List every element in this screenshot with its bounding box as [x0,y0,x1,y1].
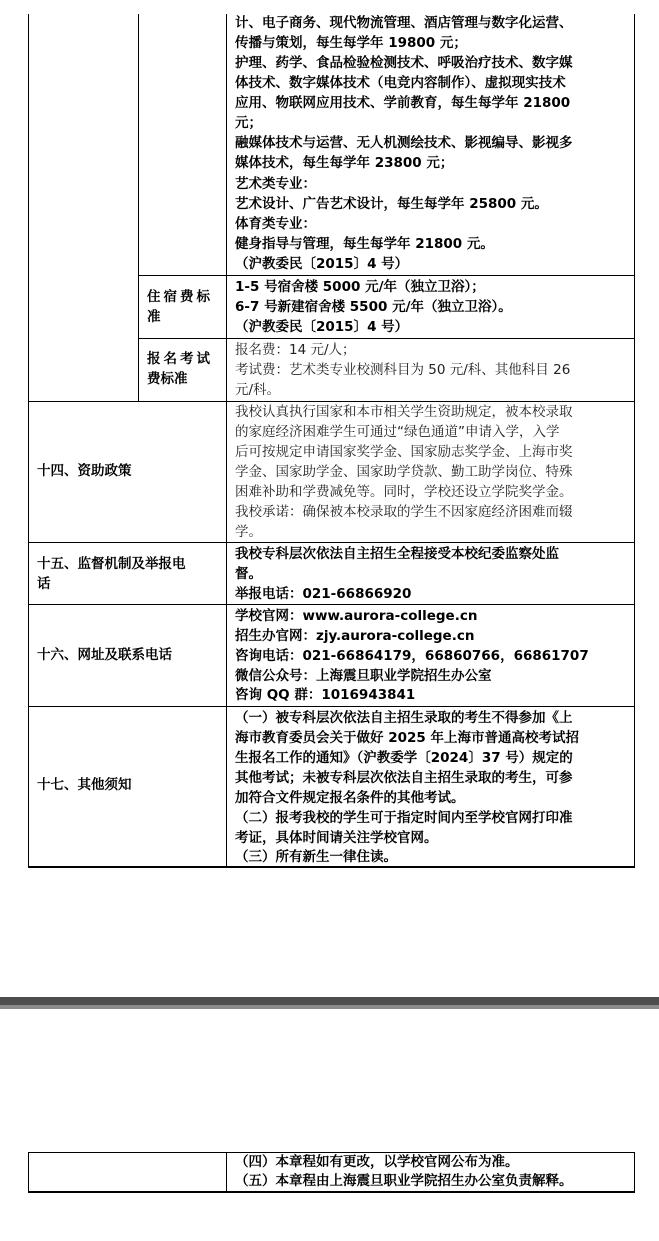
table-right-border [634,14,635,867]
section-14-line: 后可按规定申请国家奖学金、国家励志奖学金、上海市奖 [235,444,573,460]
tuition-line: 融媒体技术与运营、无人机测绘技术、影视编导、影视多 [235,135,573,151]
section-15-title: 话 [37,576,51,592]
tuition-line: 健身指导与管理，每生每学年 21800 元。 [235,236,494,252]
section-17-title: 十七、其他须知 [37,777,132,793]
section-15-line: 督。 [235,566,262,582]
page-break-band [0,997,659,1005]
phone-line: 咨询电话：021-66864179，66860766，66861707 [235,648,589,664]
p2-table-right-border [634,1152,635,1192]
dorm-fee-label: 准 [147,309,161,325]
section-17-line: （二）报考我校的学生可于指定时间内至学校官网打印准 [235,810,573,826]
section-15-line: 举报电话：021-66866920 [235,586,412,602]
section-16-title: 十六、网址及联系电话 [37,647,172,663]
p2-col-sep [226,1152,227,1192]
dorm-fee-line: （沪教委民〔2015〕4 号） [235,319,409,335]
section-17-line: 考证，具体时间请关注学校官网。 [235,830,438,846]
section-17-line: 其他考试；未被专科层次依法自主招生录取的考生，可参 [235,770,573,786]
section-15-title: 十五、监督机制及举报电 [37,556,186,572]
row-sep-dorm-exam [138,338,635,339]
qq-group-line: 咨询 QQ 群：1016943841 [235,687,416,703]
row-sep-13-14 [28,401,635,402]
exam-fee-label: 报名考试 [147,351,213,367]
exam-fee-line: 元/科。 [235,382,281,398]
section-14-title: 十四、资助政策 [37,463,132,479]
section-17-line: 生报名工作的通知》（沪教委学〔2024〕37 号）规定的 [235,750,573,766]
section-15-line: 我校专科层次依法自主招生全程接受本校纪委监察处监 [235,546,559,562]
row-sep-16-17 [28,706,635,707]
tuition-line: 计、电子商务、现代物流管理、酒店管理与数字化运营、 [235,15,573,31]
wechat-line: 微信公众号：上海震旦职业学院招生办公室 [235,668,492,684]
col-sep-outer [138,14,139,401]
admissions-website-line: 招生办官网：zjy.aurora-college.cn [235,628,475,644]
section-14-line: 困难补助和学费减免等。同时，学校还设立学院奖学金。 [235,484,573,500]
exam-fee-line: 考试费：艺术类专业校测科目为 50 元/科、其他科目 26 [235,362,571,378]
section-14-line: 的家庭经济困难学生可通过“绿色通道”申请入学，入学 [235,424,560,440]
section-17-continued-line: （五）本章程由上海震旦职业学院招生办公室负责解释。 [235,1173,573,1189]
tuition-line: （沪教委民〔2015〕4 号） [235,256,409,272]
exam-fee-line: 报名费：14 元/人； [235,342,356,358]
tuition-line: 媒体技术，每生每学年 23800 元； [235,155,454,171]
p2-table-left-border [28,1152,29,1192]
tuition-line: 体技术、数字媒体技术（电竞内容制作）、虚拟现实技术 [235,75,566,91]
col-sep-inner [226,14,227,867]
section-17-line: （三）所有新生一律住读。 [235,849,397,865]
row-sep-tuition-dorm [138,275,635,276]
tuition-line: 应用、物联网应用技术、学前教育，每生每学年 21800 [235,95,571,111]
section-17-continued-line: （四）本章程如有更改，以学校官网公布为准。 [235,1154,519,1170]
tuition-line: 护理、药学、食品检验检测技术、呼吸治疗技术、数字媒 [235,55,573,71]
section-14-line: 我校认真执行国家和本市相关学生资助规定，被本校录取 [235,404,573,420]
section-17-line: （一）被专科层次依法自主招生录取的考生不得参加《上 [235,710,573,726]
section-14-line: 学。 [235,524,262,540]
section-17-line: 加符合文件规定报名条件的其他考试。 [235,790,465,806]
tuition-line: 元； [235,115,262,131]
exam-fee-label: 费标准 [147,371,188,387]
dorm-fee-label: 住宿费标 [147,289,213,305]
tuition-line: 艺术设计、广告艺术设计，每生每学年 25800 元。 [235,196,548,212]
section-14-line: 学金、国家助学金、国家助学贷款、勤工助学岗位、特殊 [235,464,573,480]
table-left-border [28,14,29,867]
website-line: 学校官网：www.aurora-college.cn [235,608,478,624]
tuition-line: 艺术类专业： [235,176,316,192]
section-17-line: 海市教育委员会关于做好 2025 年上海市普通高校考试招 [235,730,579,746]
page-break-band-edge [0,1005,659,1009]
dorm-fee-line: 6-7 号新建宿舍楼 5500 元/年（独立卫浴）。 [235,299,512,315]
row-sep-14-15 [28,542,635,543]
tuition-line: 体育类专业： [235,216,316,232]
section-14-line: 我校承诺：确保被本校录取的学生不因家庭经济困难而辍 [235,504,573,520]
dorm-fee-line: 1-5 号宿舍楼 5000 元/年（独立卫浴）； [235,279,485,295]
tuition-line: 传播与策划，每生每学年 19800 元； [235,35,467,51]
